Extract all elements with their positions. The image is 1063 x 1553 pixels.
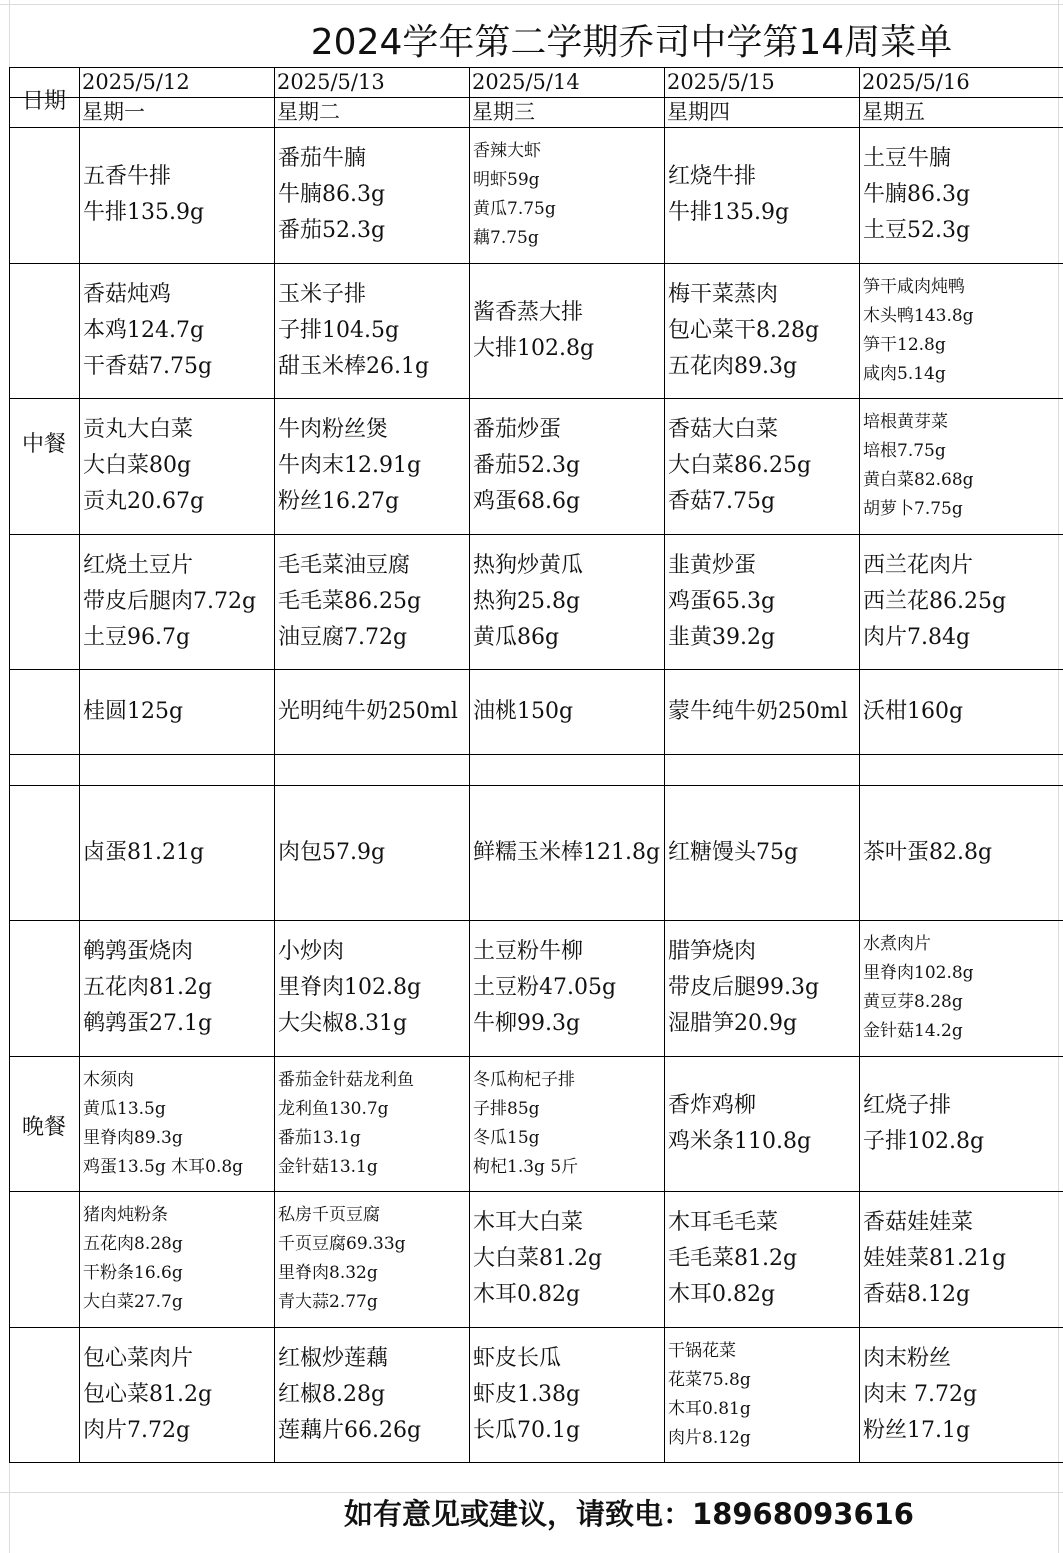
- dish-ingredient: 肉末 7.72g: [863, 1381, 978, 1407]
- dish-name: 私房千页豆腐: [278, 1205, 380, 1225]
- dish-name: 水煮肉片: [863, 934, 931, 954]
- dish-name: 番茄牛腩: [278, 146, 367, 171]
- dinner-dish-cell: [275, 920, 470, 1056]
- dish-ingredient: 黄豆芽8.28g: [863, 992, 963, 1012]
- dish-ingredient: 包心菜干8.28g: [668, 317, 820, 343]
- dish-ingredient: 番茄13.1g: [278, 1127, 361, 1148]
- dish-ingredient: 牛排135.9g: [668, 200, 790, 225]
- dish-ingredient: 虾皮1.38g: [473, 1381, 581, 1407]
- lunch-dish-cell: [470, 669, 665, 754]
- lunch-dish-cell: [80, 127, 275, 263]
- lunch-dish-cell: [665, 398, 860, 534]
- dish-name: 木须肉: [83, 1069, 134, 1090]
- dish-ingredient: 里脊肉89.3g: [83, 1127, 183, 1148]
- dinner-dish-cell: [860, 1191, 1063, 1327]
- table-rule: [9, 97, 1063, 98]
- dish-ingredient: 木耳0.82g: [668, 1282, 776, 1307]
- dish-ingredient: 金针菇14.2g: [863, 1021, 963, 1041]
- dish-ingredient: 大排102.8g: [473, 335, 595, 361]
- lunch-dish-cell: [470, 127, 665, 263]
- dish-ingredient: 韭黄39.2g: [668, 624, 776, 650]
- dish-name: 五香牛排: [83, 164, 172, 189]
- dish-name: 猪肉炖粉条: [83, 1205, 168, 1225]
- dish-name: 香菇娃娃菜: [863, 1210, 974, 1235]
- dish-name: 卤蛋81.21g: [83, 839, 205, 865]
- dish-name: 沃柑160g: [863, 698, 964, 724]
- lunch-dish-cell: [665, 127, 860, 263]
- day-date: 2025/5/12: [82, 70, 190, 94]
- dish-ingredient: 金针菇13.1g: [278, 1156, 378, 1177]
- day-date: 2025/5/16: [862, 70, 970, 94]
- dish-name: 红烧土豆片: [83, 552, 194, 578]
- dish-ingredient: 花菜75.8g: [668, 1369, 751, 1390]
- lunch-dish-cell: [80, 263, 275, 398]
- lunch-dish-cell: [860, 534, 1063, 669]
- dish-ingredient: 甜玉米棒26.1g: [278, 353, 430, 379]
- table-rule: [9, 1462, 1063, 1463]
- day-weekday: 星期四: [667, 100, 730, 124]
- dish-ingredient: 木耳0.82g: [473, 1282, 581, 1307]
- dinner-dish-cell: [275, 1327, 470, 1462]
- dish-name: 蒙牛纯牛奶250ml: [668, 698, 848, 724]
- lunch-dish-cell: [80, 398, 275, 534]
- dinner-dish-cell: [470, 920, 665, 1056]
- dish-ingredient: 毛毛菜86.25g: [278, 588, 422, 614]
- lunch-dish-cell: [275, 127, 470, 263]
- lunch-label: 中餐: [21, 432, 66, 457]
- dinner-dish-cell: [665, 920, 860, 1056]
- dish-ingredient: 粉丝17.1g: [863, 1417, 971, 1443]
- dish-ingredient: 肉片7.72g: [83, 1417, 191, 1443]
- dish-ingredient: 鹌鹑蛋27.1g: [83, 1011, 213, 1036]
- table-rule: [9, 754, 1063, 755]
- dinner-dish-cell: [80, 1056, 275, 1191]
- dish-ingredient: 土豆96.7g: [83, 624, 191, 650]
- dish-name: 韭黄炒蛋: [668, 552, 757, 578]
- dinner-dish-cell: [470, 1056, 665, 1191]
- dish-ingredient: 湿腊笋20.9g: [668, 1011, 798, 1036]
- dish-name: 光明纯牛奶250ml: [278, 698, 458, 724]
- dish-name: 土豆粉牛柳: [473, 939, 584, 964]
- dish-name: 小炒肉: [278, 939, 345, 964]
- dish-ingredient: 子排85g: [473, 1098, 540, 1119]
- dish-ingredient: 肉片7.84g: [863, 624, 971, 650]
- table-border-left: [9, 67, 10, 1463]
- dish-name: 桂圆125g: [83, 698, 184, 724]
- dish-ingredient: 黄瓜86g: [473, 624, 560, 650]
- dish-ingredient: 大尖椒8.31g: [278, 1011, 408, 1036]
- dish-name: 香辣大虾: [473, 141, 541, 161]
- dish-ingredient: 五花肉8.28g: [83, 1234, 183, 1254]
- lunch-dish-cell: [275, 534, 470, 669]
- lunch-dish-cell: [860, 398, 1063, 534]
- dish-name: 虾皮长瓜: [473, 1345, 562, 1371]
- dish-name: 番茄炒蛋: [473, 417, 562, 442]
- dish-ingredient: 里脊肉102.8g: [278, 975, 422, 1000]
- dish-ingredient: 油豆腐7.72g: [278, 624, 408, 650]
- dish-ingredient: 黄瓜13.5g: [83, 1098, 166, 1119]
- dish-ingredient: 红椒8.28g: [278, 1381, 386, 1407]
- dish-name: 肉包57.9g: [278, 839, 386, 865]
- dinner-dish-cell: [665, 785, 860, 920]
- table-rule: [9, 67, 1063, 68]
- lunch-dish-cell: [80, 534, 275, 669]
- lunch-dish-cell: [860, 127, 1063, 263]
- dish-ingredient: 木耳0.81g: [668, 1398, 751, 1419]
- dish-name: 红椒炒莲藕: [278, 1345, 389, 1371]
- dish-ingredient: 毛毛菜81.2g: [668, 1246, 798, 1271]
- dish-name: 木耳毛毛菜: [668, 1210, 779, 1235]
- dish-name: 香菇炖鸡: [83, 281, 172, 307]
- date-header-label: 日期: [21, 89, 66, 114]
- dinner-label: 晚餐: [21, 1115, 66, 1140]
- dish-name: 鹌鹑蛋烧肉: [83, 939, 194, 964]
- dish-ingredient: 娃娃菜81.21g: [863, 1246, 1007, 1271]
- dish-ingredient: 青大蒜2.77g: [278, 1292, 378, 1312]
- day-weekday: 星期二: [277, 100, 340, 124]
- dinner-dish-cell: [80, 1327, 275, 1462]
- dish-name: 西兰花肉片: [863, 552, 974, 578]
- dish-name: 培根黄芽菜: [863, 412, 948, 432]
- dinner-dish-cell: [470, 785, 665, 920]
- dish-ingredient: 五花肉81.2g: [83, 975, 213, 1000]
- day-date: 2025/5/15: [667, 70, 775, 94]
- dish-name: 番茄金针菇龙利鱼: [278, 1069, 414, 1090]
- contact-footer: 如有意见或建议，请致电：18968093616: [344, 1497, 914, 1531]
- dish-ingredient: 牛腩86.3g: [278, 182, 386, 207]
- dish-ingredient: 大白菜86.25g: [668, 453, 812, 478]
- dinner-dish-cell: [80, 785, 275, 920]
- lunch-dish-cell: [470, 263, 665, 398]
- dinner-dish-cell: [275, 1191, 470, 1327]
- dish-ingredient: 包心菜81.2g: [83, 1381, 213, 1407]
- dish-ingredient: 咸肉5.14g: [863, 363, 946, 384]
- dish-ingredient: 大白菜81.2g: [473, 1246, 603, 1271]
- day-weekday: 星期三: [472, 100, 535, 124]
- dish-name: 鲜糯玉米棒121.8g: [473, 839, 661, 865]
- dish-ingredient: 子排104.5g: [278, 317, 400, 343]
- dish-ingredient: 长瓜70.1g: [473, 1417, 581, 1443]
- lunch-dish-cell: [665, 669, 860, 754]
- dish-name: 红烧牛排: [668, 164, 757, 189]
- dish-ingredient: 子排102.8g: [863, 1128, 985, 1154]
- dish-name: 梅干菜蒸肉: [668, 281, 779, 307]
- dish-ingredient: 牛肉末12.91g: [278, 453, 422, 478]
- dinner-dish-cell: [860, 1327, 1063, 1462]
- dish-ingredient: 笋干12.8g: [863, 334, 946, 355]
- dish-name: 木耳大白菜: [473, 1210, 584, 1235]
- lunch-dish-cell: [80, 669, 275, 754]
- dish-ingredient: 香菇7.75g: [668, 489, 776, 514]
- dish-name: 酱香蒸大排: [473, 299, 584, 325]
- dish-name: 香炸鸡柳: [668, 1092, 757, 1118]
- dish-ingredient: 番茄52.3g: [278, 218, 386, 243]
- lunch-dish-cell: [860, 669, 1063, 754]
- dish-ingredient: 黄白菜82.68g: [863, 470, 974, 490]
- dish-ingredient: 带皮后腿99.3g: [668, 975, 820, 1000]
- dish-name: 干锅花菜: [668, 1340, 736, 1361]
- dish-ingredient: 鸡米条110.8g: [668, 1128, 812, 1154]
- dish-ingredient: 干粉条16.6g: [83, 1263, 183, 1283]
- dish-ingredient: 千页豆腐69.33g: [278, 1234, 406, 1254]
- dinner-dish-cell: [80, 1191, 275, 1327]
- dish-ingredient: 鸡蛋65.3g: [668, 588, 776, 614]
- dish-ingredient: 枸杞1.3g 5斤: [473, 1156, 579, 1177]
- dish-name: 笋干咸肉炖鸭: [863, 276, 965, 297]
- page-title: 2024学年第二学期乔司中学第14周菜单: [310, 22, 953, 63]
- dish-ingredient: 粉丝16.27g: [278, 489, 400, 514]
- dish-ingredient: 明虾59g: [473, 170, 540, 190]
- dish-ingredient: 大白菜27.7g: [83, 1292, 183, 1312]
- dish-ingredient: 西兰花86.25g: [863, 588, 1007, 614]
- dinner-dish-cell: [665, 1056, 860, 1191]
- dish-name: 牛肉粉丝煲: [278, 417, 389, 442]
- dish-ingredient: 本鸡124.7g: [83, 317, 205, 343]
- dish-name: 贡丸大白菜: [83, 417, 194, 442]
- dinner-dish-cell: [470, 1191, 665, 1327]
- dish-ingredient: 贡丸20.67g: [83, 489, 205, 514]
- dish-ingredient: 带皮后腿肉7.72g: [83, 588, 257, 614]
- dish-ingredient: 里脊肉8.32g: [278, 1263, 378, 1283]
- dish-ingredient: 五花肉89.3g: [668, 353, 798, 379]
- dish-ingredient: 牛柳99.3g: [473, 1011, 581, 1036]
- dish-name: 肉末粉丝: [863, 1345, 952, 1371]
- dish-ingredient: 龙利鱼130.7g: [278, 1098, 389, 1119]
- dish-name: 热狗炒黄瓜: [473, 552, 584, 578]
- dish-name: 红烧子排: [863, 1092, 952, 1118]
- dinner-dish-cell: [80, 920, 275, 1056]
- dish-ingredient: 热狗25.8g: [473, 588, 581, 614]
- dish-ingredient: 黄瓜7.75g: [473, 199, 556, 219]
- dish-ingredient: 鸡蛋68.6g: [473, 489, 581, 514]
- dish-ingredient: 大白菜80g: [83, 453, 192, 478]
- dish-ingredient: 干香菇7.75g: [83, 353, 213, 379]
- day-weekday: 星期五: [862, 100, 925, 124]
- dinner-dish-cell: [860, 920, 1063, 1056]
- dish-name: 茶叶蛋82.8g: [863, 839, 993, 865]
- dish-name: 冬瓜枸杞子排: [473, 1069, 575, 1090]
- dish-ingredient: 牛腩86.3g: [863, 182, 971, 207]
- dinner-dish-cell: [275, 1056, 470, 1191]
- dish-ingredient: 肉片8.12g: [668, 1427, 751, 1448]
- dish-name: 毛毛菜油豆腐: [278, 552, 411, 578]
- dish-ingredient: 冬瓜15g: [473, 1127, 540, 1148]
- dish-name: 红糖馒头75g: [668, 839, 799, 865]
- lunch-dish-cell: [470, 398, 665, 534]
- dish-name: 土豆牛腩: [863, 146, 952, 171]
- dish-ingredient: 土豆粉47.05g: [473, 975, 617, 1000]
- dish-name: 包心菜肉片: [83, 1345, 194, 1371]
- dish-name: 玉米子排: [278, 281, 367, 307]
- day-date: 2025/5/13: [277, 70, 385, 94]
- dish-ingredient: 里脊肉102.8g: [863, 963, 974, 983]
- lunch-dish-cell: [275, 669, 470, 754]
- lunch-dish-cell: [275, 263, 470, 398]
- dish-ingredient: 藕7.75g: [473, 228, 539, 248]
- dish-name: 香菇大白菜: [668, 417, 779, 442]
- lunch-dish-cell: [665, 534, 860, 669]
- dish-ingredient: 番茄52.3g: [473, 453, 581, 478]
- day-weekday: 星期一: [82, 100, 145, 124]
- lunch-dish-cell: [860, 263, 1063, 398]
- dish-ingredient: 香菇8.12g: [863, 1282, 971, 1307]
- dinner-dish-cell: [860, 1056, 1063, 1191]
- dinner-dish-cell: [470, 1327, 665, 1462]
- dish-ingredient: 木头鸭143.8g: [863, 305, 974, 326]
- lunch-dish-cell: [665, 263, 860, 398]
- dish-name: 腊笋烧肉: [668, 939, 757, 964]
- dish-ingredient: 土豆52.3g: [863, 218, 971, 243]
- dish-ingredient: 鸡蛋13.5g 木耳0.8g: [83, 1156, 244, 1177]
- dinner-dish-cell: [665, 1191, 860, 1327]
- dinner-dish-cell: [665, 1327, 860, 1462]
- dinner-dish-cell: [275, 785, 470, 920]
- dish-ingredient: 莲藕片66.26g: [278, 1417, 422, 1443]
- dish-ingredient: 牛排135.9g: [83, 200, 205, 225]
- dish-ingredient: 培根7.75g: [863, 441, 946, 461]
- dish-name: 油桃150g: [473, 698, 574, 724]
- dinner-dish-cell: [860, 785, 1063, 920]
- lunch-dish-cell: [470, 534, 665, 669]
- lunch-dish-cell: [275, 398, 470, 534]
- day-date: 2025/5/14: [472, 70, 580, 94]
- dish-ingredient: 胡萝卜7.75g: [863, 499, 963, 519]
